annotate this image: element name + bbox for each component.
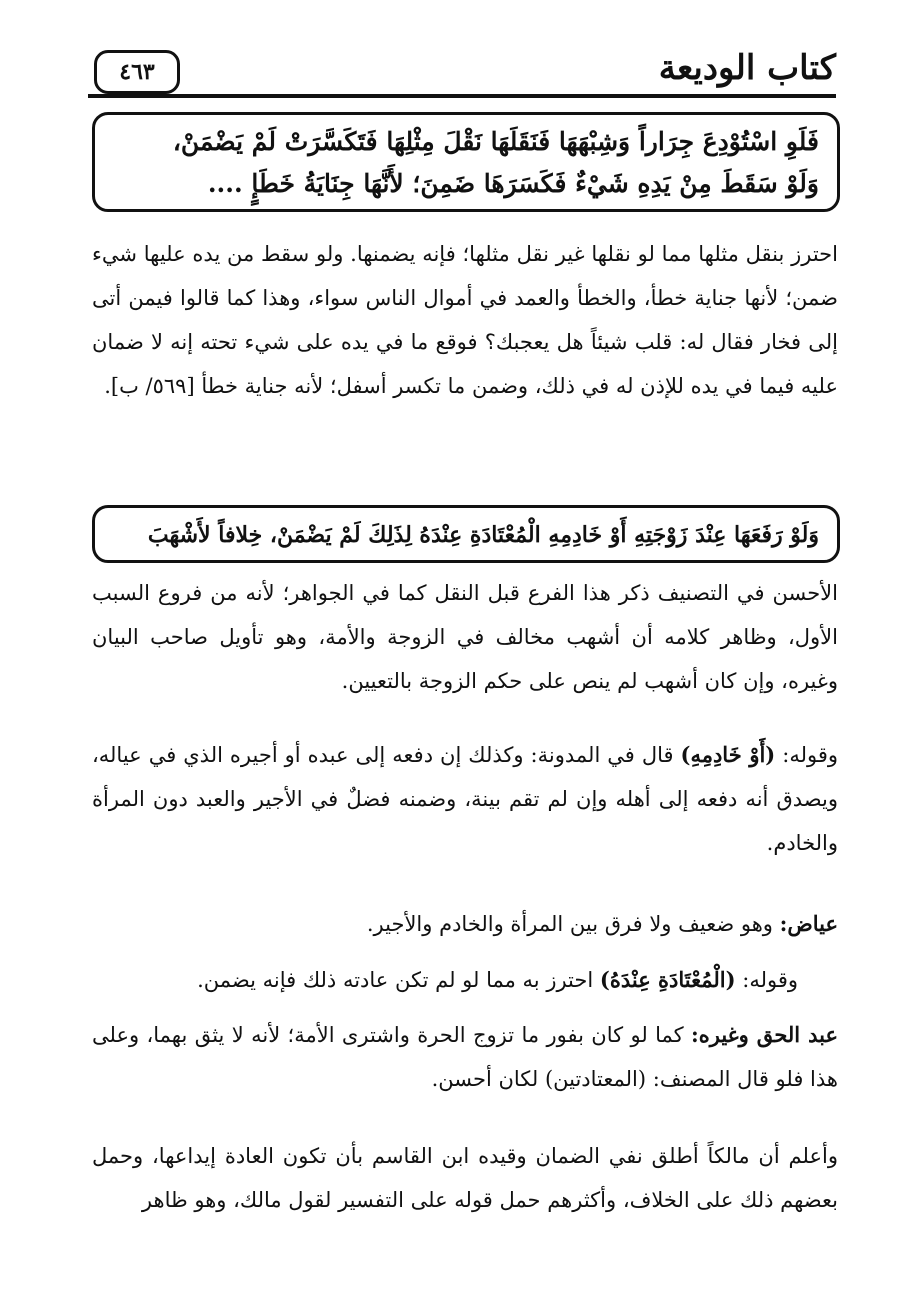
paragraph-3-lead: وقوله: — [775, 743, 839, 767]
page-number: ٤٦٣ — [119, 59, 155, 85]
commentary-paragraph-6 — [92, 1013, 838, 1101]
page-header — [88, 44, 836, 100]
book-title: كتاب الوديعة — [658, 48, 836, 88]
paragraph-5-quote: (الْمُعْتَادَةِ عِنْدَهُ) — [599, 967, 736, 992]
commentary-paragraph-2 — [92, 571, 882, 703]
commentary-paragraph-4 — [92, 902, 838, 946]
paragraph-4-text: وهو ضعيف ولا فرق بين المرأة والخادم والأجير. — [366, 912, 780, 936]
paragraph-5-lead: وقوله: — [735, 968, 798, 992]
paragraph-7-text: وأعلم أن مالكاً أطلق نفي الضمان وقيده ابن القاسم بأن تكون العادة إيداعها، وحمل بعضهم ذلك على الخلاف، وأكثرهم حمل قوله على التفسير لقول مالك، وهو ظاهر — [92, 1144, 838, 1212]
matn-box-2 — [92, 505, 840, 563]
commentary-paragraph-1-text: احترز بنقل مثلها مما لو نقلها غير نقل مثلها؛ فإنه يضمنها. ولو سقط من يده عليها شيء ضمن؛ لأنها جناية خطأ، والخطأ والعمد في أموال الناس سواء، وهذا كما قالوا فيمن أتى إلى فخار فقال له: قلب شيئاً هل يعجبك؟ فوقع ما في يده على شيء تحته إنه لا ضمان عليه فيما في يده للإذن له في ذلك، وضمن ما تكسر أسفل؛ لأنه جناية خطأ — [92, 242, 838, 398]
commentary-paragraph-2-text: الأحسن في التصنيف ذكر هذا الفرع قبل النقل كما في الجواهر؛ لأنه من فروع السبب الأول، وظاهر كلامه أن أشهب مخالف في الزوجة والأمة، وهو تأويل صاحب البيان وغيره، وإن كان أشهب لم ينص على حكم الزوجة بالتعيين. — [92, 581, 838, 693]
paragraph-3-quote: (أَوْ خَادِمِهِ) — [680, 742, 776, 767]
commentary-paragraph-7 — [92, 1134, 882, 1222]
header-rule — [88, 94, 836, 98]
matn-box-1 — [92, 112, 840, 212]
matn-1-line-1: فَلَوِ اسْتُوْدِعَ جِرَاراً وَشِبْهَهَا فَنَقَلَهَا نَقْلَ مِثْلِهَا فَتَكَسَّرَتْ لَمْ يَضْمَنْ، — [172, 127, 819, 156]
page-number-box — [94, 50, 180, 94]
commentary-paragraph-1 — [92, 232, 882, 408]
commentary-paragraph-5 — [92, 958, 838, 1002]
commentary-paragraph-3 — [92, 733, 882, 865]
paragraph-6-author: عبد الحق وغيره: — [691, 1022, 838, 1047]
paragraph-6-text: كما لو كان بفور ما تزوج الحرة واشترى الأمة؛ لأنه لا يثق بهما، وعلى هذا فلو قال المصنف: (المعتادتين) لكان أحسن. — [92, 1023, 838, 1091]
paragraph-3-text: قال في المدونة: وكذلك إن دفعه إلى عبده أو أجيره الذي في عياله، ويصدق أنه دفعه إلى أهله وإن لم تقم بينة، وضمنه فضلٌ في الأجير والعبد دون المرأة والخادم. — [92, 743, 838, 855]
matn-2-text: وَلَوْ رَفَعَهَا عِنْدَ زَوْجَتِهِ أَوْ خَادِمِهِ الْمُعْتَادَةِ عِنْدَهُ لِذَلِكَ لَمْ يَضْمَنْ، خِلافاً لأَشْهَبَ — [147, 522, 819, 548]
folio-reference: [٥٦٩/ ب]. — [104, 374, 195, 398]
paragraph-5-text: احترز به مما لو لم تكن عادته ذلك فإنه يضمن. — [197, 968, 600, 992]
matn-1-line-2: وَلَوْ سَقَطَ مِنْ يَدِهِ شَيْءٌ فَكَسَرَهَا ضَمِنَ؛ لأَنَّهَا جِنَايَةُ خَطَإٍ .... — [207, 169, 819, 198]
paragraph-4-author: عياض: — [779, 911, 838, 936]
